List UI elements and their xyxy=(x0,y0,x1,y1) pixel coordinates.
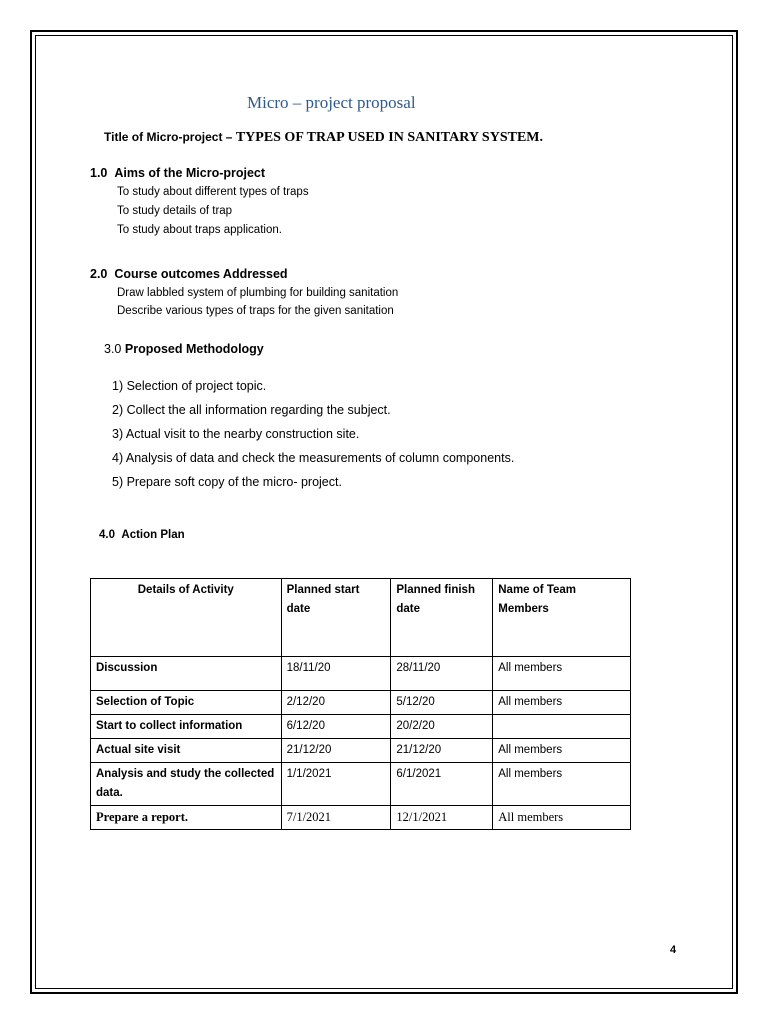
cell-start: 18/11/20 xyxy=(281,657,391,691)
table-row xyxy=(91,691,631,715)
cell-start: 21/12/20 xyxy=(281,739,391,763)
outcomes-line: Describe various types of traps for the given sanitation xyxy=(117,305,394,317)
section-methodology-heading xyxy=(104,342,264,356)
methodology-item: 2) Collect the all information regarding the subject. xyxy=(112,403,391,417)
table-row xyxy=(91,739,631,763)
header-team-members: Name of Team Members xyxy=(493,579,631,657)
cell-members: All members xyxy=(493,806,631,830)
title-value: TYPES OF TRAP USED IN SANITARY SYSTEM. xyxy=(235,130,543,145)
methodology-item: 4) Analysis of data and check the measurements of column components. xyxy=(112,451,515,465)
aims-line: To study details of trap xyxy=(117,205,233,217)
section-aims-heading xyxy=(90,166,265,180)
header-activity: Details of Activity xyxy=(91,579,282,657)
cell-activity: Start to collect information xyxy=(91,715,282,739)
outcomes-line: Draw labbled system of plumbing for building sanitation xyxy=(117,287,399,299)
aims-line: To study about traps application. xyxy=(117,224,282,236)
cell-finish: 20/2/20 xyxy=(391,715,493,739)
cell-activity: Discussion xyxy=(91,657,282,691)
section-action-plan-heading xyxy=(99,529,185,541)
project-title-row xyxy=(104,130,543,146)
cell-activity: Selection of Topic xyxy=(91,691,282,715)
cell-finish: 5/12/20 xyxy=(391,691,493,715)
cell-members: All members xyxy=(493,691,631,715)
cell-activity: Prepare a report. xyxy=(91,806,282,830)
section-title: Course outcomes Addressed xyxy=(114,267,288,281)
table-row xyxy=(91,806,631,830)
document-heading: Micro – project proposal xyxy=(247,93,416,112)
section-number: 4.0 xyxy=(99,529,115,541)
cell-start: 7/1/2021 xyxy=(281,806,391,830)
section-outcomes-heading xyxy=(90,267,288,281)
cell-activity: Analysis and study the collected data. xyxy=(91,763,282,806)
table-header-row xyxy=(91,579,631,657)
section-title: Action Plan xyxy=(121,529,185,541)
methodology-item: 1) Selection of project topic. xyxy=(112,379,267,393)
cell-members: All members xyxy=(493,763,631,806)
table-row xyxy=(91,657,631,691)
table-row xyxy=(91,715,631,739)
cell-members: All members xyxy=(493,657,631,691)
header-finish-date: Planned finish date xyxy=(391,579,493,657)
section-number: 1.0 xyxy=(90,166,108,180)
methodology-item: 5) Prepare soft copy of the micro- project. xyxy=(112,475,342,489)
cell-activity: Actual site visit xyxy=(91,739,282,763)
section-title: Aims of the Micro-project xyxy=(114,166,266,180)
cell-members: All members xyxy=(493,739,631,763)
table-row xyxy=(91,763,631,806)
aims-line: To study about different types of traps xyxy=(117,186,309,198)
section-number: 2.0 xyxy=(90,267,108,281)
header-start-date: Planned start date xyxy=(281,579,391,657)
action-plan-table xyxy=(90,578,631,830)
page-number: 4 xyxy=(670,944,677,956)
cell-finish: 28/11/20 xyxy=(391,657,493,691)
cell-start: 6/12/20 xyxy=(281,715,391,739)
title-label: Title of Micro-project – xyxy=(104,130,233,144)
cell-members xyxy=(493,715,631,739)
cell-finish: 21/12/20 xyxy=(391,739,493,763)
cell-finish: 6/1/2021 xyxy=(391,763,493,806)
section-title: Proposed Methodology xyxy=(124,342,264,356)
section-number: 3.0 xyxy=(104,342,122,356)
cell-finish: 12/1/2021 xyxy=(391,806,493,830)
cell-start: 1/1/2021 xyxy=(281,763,391,806)
methodology-item: 3) Actual visit to the nearby construction site. xyxy=(112,427,360,441)
cell-start: 2/12/20 xyxy=(281,691,391,715)
